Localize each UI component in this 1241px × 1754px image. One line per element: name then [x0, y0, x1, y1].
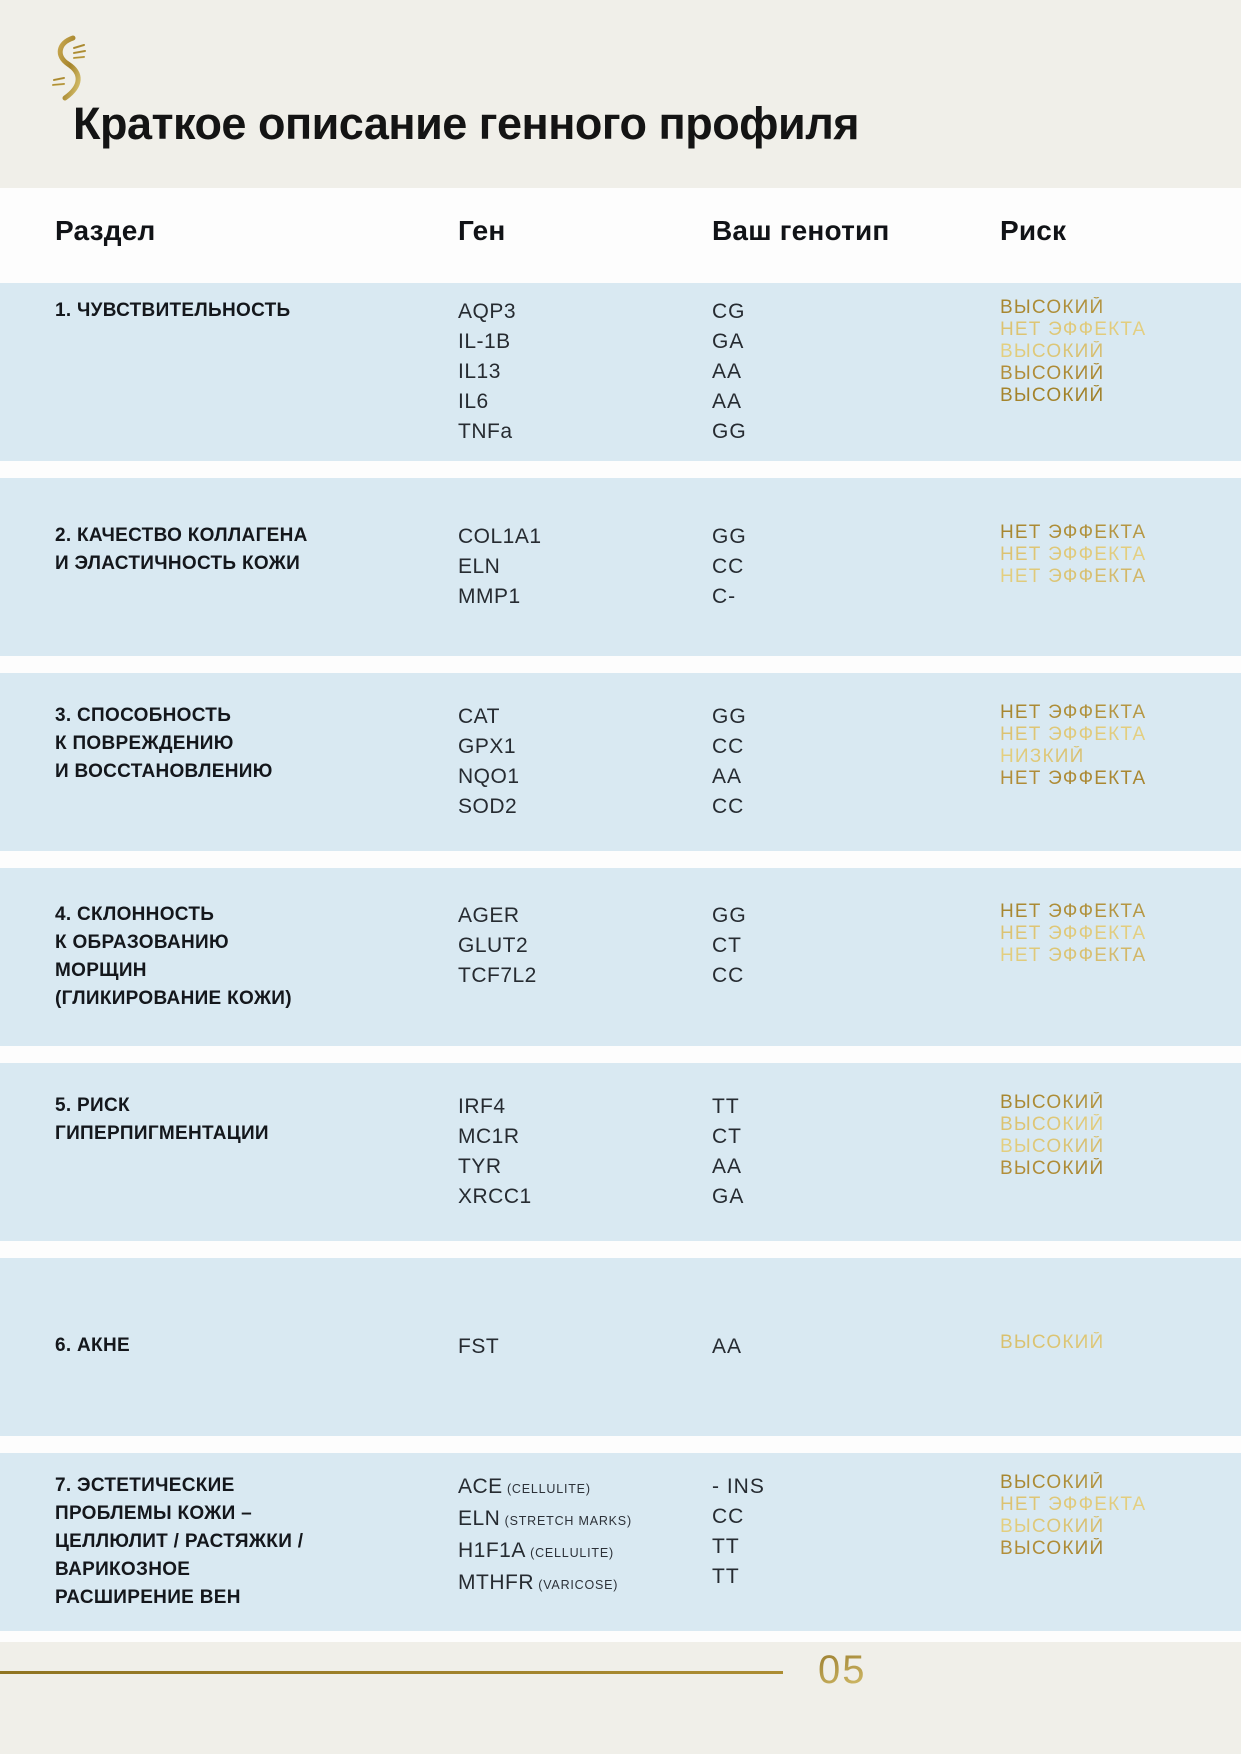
genotype-value: AA [712, 360, 743, 383]
section-title-line: ГИПЕРПИГМЕНТАЦИИ [55, 1123, 269, 1144]
section-title [55, 1332, 458, 1360]
genotype-value: CC [712, 735, 745, 758]
section-title-line: 4. СКЛОННОСТЬ [55, 904, 215, 925]
risk-value: НИЗКИЙ [1000, 746, 1241, 768]
gene-note: (STRETCH MARKS) [500, 1514, 632, 1528]
genotype-value: CC [712, 795, 745, 818]
gene-name: H1F1A (CELLULITE) [458, 1539, 614, 1562]
gene-name: GLUT2 [458, 934, 529, 957]
section-title-line: К ПОВРЕЖДЕНИЮ [55, 733, 234, 754]
genotype-value: TT [712, 1565, 740, 1588]
page-number: 05 [818, 1648, 867, 1692]
section-title [55, 522, 458, 578]
genotype-value: GG [712, 420, 747, 443]
genotype-value: CT [712, 934, 742, 957]
section-title-line: МОРЩИН [55, 960, 147, 981]
gene-name: TNFa [458, 420, 513, 443]
gene-name: TYR [458, 1155, 502, 1178]
section-title [55, 297, 458, 325]
genotype-value: TT [712, 1535, 740, 1558]
section-title-line: К ОБРАЗОВАНИЮ [55, 932, 229, 953]
gene-name: AGER [458, 904, 520, 927]
table-body [0, 283, 1241, 1631]
footer-divider-line [0, 1671, 783, 1674]
risk-value: ВЫСОКИЙ [1000, 385, 1241, 407]
gene-name: AQP3 [458, 300, 517, 323]
section-title-line: (ГЛИКИРОВАНИЕ КОЖИ) [55, 988, 292, 1009]
risk-column [1000, 1472, 1241, 1560]
section-title [55, 901, 458, 1013]
column-header-section: Раздел [55, 215, 156, 246]
risk-value: ВЫСОКИЙ [1000, 1158, 1241, 1180]
risk-column [1000, 702, 1241, 790]
section-title-line: И ЭЛАСТИЧНОСТЬ КОЖИ [55, 553, 301, 574]
risk-value: ВЫСОКИЙ [1000, 341, 1241, 363]
section-title [55, 1092, 458, 1148]
risk-value: ВЫСОКИЙ [1000, 363, 1241, 385]
risk-value: ВЫСОКИЙ [1000, 1092, 1241, 1114]
page-footer [0, 1642, 1241, 1754]
table-section-row-5 [0, 1063, 1241, 1241]
gene-column [458, 901, 712, 991]
section-title-line: И ВОССТАНОВЛЕНИЮ [55, 761, 273, 782]
page-header [0, 0, 1241, 188]
gene-note: (VARICOSE) [533, 1578, 619, 1592]
risk-value: НЕТ ЭФФЕКТА [1000, 566, 1241, 588]
table-section-row-2 [0, 478, 1241, 656]
genotype-value: GA [712, 330, 745, 353]
genotype-value: AA [712, 765, 743, 788]
gene-column [458, 297, 712, 447]
gene-name: MTHFR (VARICOSE) [458, 1571, 619, 1594]
genotype-value: - INS [712, 1475, 765, 1498]
risk-value: ВЫСОКИЙ [1000, 1472, 1241, 1494]
genotype-column [712, 1472, 1000, 1592]
genotype-value: TT [712, 1095, 740, 1118]
section-title [55, 702, 458, 786]
gene-name: NQO1 [458, 765, 520, 788]
gene-name: SOD2 [458, 795, 518, 818]
risk-value: ВЫСОКИЙ [1000, 1136, 1241, 1158]
section-title-line: РАСШИРЕНИЕ ВЕН [55, 1587, 241, 1608]
genotype-column [712, 1332, 1000, 1362]
table-header-row [0, 188, 1241, 283]
section-title-line: 6. АКНЕ [55, 1335, 130, 1356]
risk-column [1000, 522, 1241, 588]
gene-name: IL13 [458, 360, 501, 383]
gene-name: MC1R [458, 1125, 520, 1148]
gene-column [458, 1092, 712, 1212]
section-title-line: ВАРИКОЗНОЕ [55, 1559, 191, 1580]
genotype-value: CT [712, 1125, 742, 1148]
risk-value: НЕТ ЭФФЕКТА [1000, 945, 1241, 967]
gene-name: MMP1 [458, 585, 521, 608]
genotype-value: CG [712, 300, 746, 323]
gene-column [458, 1472, 712, 1600]
genotype-value: GG [712, 525, 747, 548]
gene-name: ACE (CELLULITE) [458, 1475, 591, 1498]
gene-column [458, 702, 712, 822]
table-section-row-4 [0, 868, 1241, 1046]
table-section-row-3 [0, 673, 1241, 851]
section-title-line: 2. КАЧЕСТВО КОЛЛАГЕНА [55, 525, 308, 546]
genotype-value: GG [712, 705, 747, 728]
section-title-line: ПРОБЛЕМЫ КОЖИ – [55, 1503, 253, 1524]
risk-value: ВЫСОКИЙ [1000, 1332, 1241, 1354]
genotype-column [712, 297, 1000, 447]
risk-value: НЕТ ЭФФЕКТА [1000, 901, 1241, 923]
gene-column [458, 1332, 712, 1362]
column-header-risk: Риск [1000, 215, 1067, 246]
gene-note: (CELLULITE) [502, 1482, 591, 1496]
gene-name: ELN (STRETCH MARKS) [458, 1507, 632, 1530]
genotype-column [712, 522, 1000, 612]
gene-name: COL1A1 [458, 525, 542, 548]
genotype-value: AA [712, 390, 743, 413]
table-section-row-6 [0, 1258, 1241, 1436]
risk-value: ВЫСОКИЙ [1000, 297, 1241, 319]
risk-value: ВЫСОКИЙ [1000, 1114, 1241, 1136]
gene-name: GPX1 [458, 735, 517, 758]
risk-value: НЕТ ЭФФЕКТА [1000, 544, 1241, 566]
genotype-value: CC [712, 1505, 745, 1528]
risk-value: НЕТ ЭФФЕКТА [1000, 522, 1241, 544]
column-header-genotype: Ваш генотип [712, 215, 890, 246]
genotype-column [712, 1092, 1000, 1212]
genotype-column [712, 702, 1000, 822]
risk-value: НЕТ ЭФФЕКТА [1000, 768, 1241, 790]
section-title-line: 7. ЭСТЕТИЧЕСКИЕ [55, 1475, 235, 1496]
genotype-value: GG [712, 904, 747, 927]
risk-value: НЕТ ЭФФЕКТА [1000, 319, 1241, 341]
page-title: Краткое описание генного профиля [73, 98, 860, 149]
genotype-column [712, 901, 1000, 991]
risk-value: НЕТ ЭФФЕКТА [1000, 724, 1241, 746]
section-title-line: 1. ЧУВСТВИТЕЛЬНОСТЬ [55, 300, 291, 321]
gene-name: IL6 [458, 390, 489, 413]
risk-column [1000, 1332, 1241, 1354]
gene-name: FST [458, 1335, 500, 1358]
section-title-line: 3. СПОСОБНОСТЬ [55, 705, 232, 726]
genotype-value: AA [712, 1155, 743, 1178]
genotype-value: GA [712, 1185, 745, 1208]
gene-name: ELN [458, 555, 501, 578]
risk-value: ВЫСОКИЙ [1000, 1538, 1241, 1560]
dna-helix-logo-icon [46, 34, 92, 104]
gene-name: TCF7L2 [458, 964, 537, 987]
gene-name: XRCC1 [458, 1185, 532, 1208]
risk-value: НЕТ ЭФФЕКТА [1000, 923, 1241, 945]
gene-column [458, 522, 712, 612]
gene-name: IL-1B [458, 330, 511, 353]
risk-column [1000, 297, 1241, 407]
table-section-row-7 [0, 1453, 1241, 1631]
risk-value: НЕТ ЭФФЕКТА [1000, 702, 1241, 724]
section-title-line: ЦЕЛЛЮЛИТ / РАСТЯЖКИ / [55, 1531, 304, 1552]
gene-note: (CELLULITE) [525, 1546, 614, 1560]
risk-value: ВЫСОКИЙ [1000, 1516, 1241, 1538]
risk-column [1000, 901, 1241, 967]
genotype-value: AA [712, 1335, 743, 1358]
genotype-value: CC [712, 964, 745, 987]
risk-column [1000, 1092, 1241, 1180]
gene-profile-table [0, 188, 1241, 1642]
genotype-value: CC [712, 555, 745, 578]
table-section-row-1 [0, 283, 1241, 461]
gene-name: CAT [458, 705, 500, 728]
section-title-line: 5. РИСК [55, 1095, 130, 1116]
column-header-gene: Ген [458, 215, 506, 246]
section-title [55, 1472, 458, 1612]
gene-name: IRF4 [458, 1095, 506, 1118]
risk-value: НЕТ ЭФФЕКТА [1000, 1494, 1241, 1516]
genotype-value: C- [712, 585, 737, 608]
